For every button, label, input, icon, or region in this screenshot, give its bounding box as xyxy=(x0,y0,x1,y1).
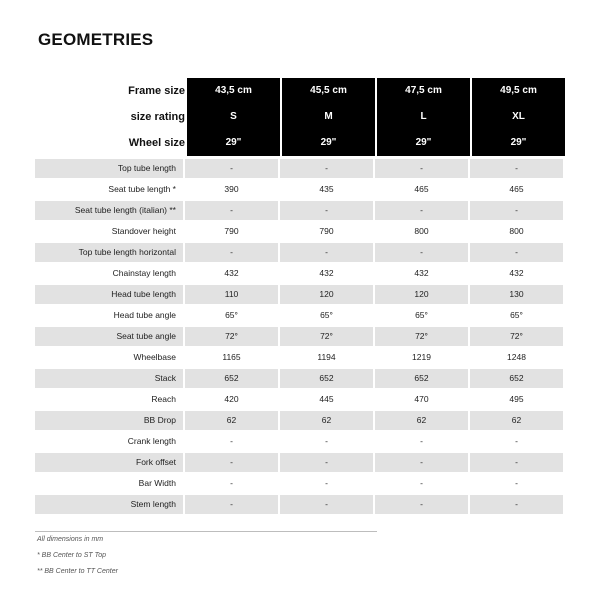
table-cell: - xyxy=(375,201,468,220)
table-cell: 110 xyxy=(185,285,278,304)
header-label: Wheel size xyxy=(128,137,185,149)
table-row xyxy=(35,222,565,241)
table-cell: 495 xyxy=(509,394,524,404)
header-cell: 43,5 cm xyxy=(187,78,280,104)
row-label: Crank length xyxy=(127,436,176,446)
table-cell: 470 xyxy=(414,394,429,404)
footnote-units: All dimensions in mm xyxy=(37,536,104,543)
table-cell: - xyxy=(470,243,563,262)
table-cell: 65° xyxy=(225,310,238,320)
table-cell: - xyxy=(280,453,373,472)
header-label: size rating xyxy=(130,111,185,123)
table-cell: - xyxy=(185,201,278,220)
table-row xyxy=(35,327,565,346)
table-cell: - xyxy=(420,436,423,446)
table-cell: 652 xyxy=(280,369,373,388)
header-cell: 49,5 cm xyxy=(472,78,565,104)
table-cell: 652 xyxy=(185,369,278,388)
table-cell: 72° xyxy=(375,327,468,346)
table-cell: 435 xyxy=(319,184,334,194)
table-row xyxy=(35,201,565,220)
table-cell: 432 xyxy=(224,268,239,278)
row-label: Stack xyxy=(35,369,183,388)
table-row xyxy=(35,495,565,514)
table-cell: - xyxy=(185,495,278,514)
table-cell: 432 xyxy=(319,268,334,278)
table-cell: - xyxy=(325,478,328,488)
table-cell: 465 xyxy=(509,184,524,194)
table-row xyxy=(35,159,565,178)
table-row xyxy=(35,243,565,262)
table-cell: - xyxy=(280,201,373,220)
table-cell: - xyxy=(280,243,373,262)
row-label: Top tube length xyxy=(35,159,183,178)
table-cell: 1165 xyxy=(222,352,241,362)
header-label: Frame size xyxy=(128,85,185,97)
table-cell: - xyxy=(420,478,423,488)
table-cell: 72° xyxy=(470,327,563,346)
table-cell: 72° xyxy=(280,327,373,346)
table-cell: - xyxy=(280,495,373,514)
header-row-wheel-size xyxy=(35,130,565,156)
header-row-size-rating xyxy=(35,104,565,130)
table-row xyxy=(35,306,565,325)
table-cell: - xyxy=(515,436,518,446)
table-row xyxy=(35,264,565,283)
row-label: Seat tube angle xyxy=(35,327,183,346)
table-cell: 1219 xyxy=(412,352,431,362)
table-cell: 62 xyxy=(470,411,563,430)
table-cell: 445 xyxy=(319,394,334,404)
table-cell: - xyxy=(375,243,468,262)
table-cell: 432 xyxy=(509,268,524,278)
header-cell: 29" xyxy=(282,130,375,156)
header-cell: M xyxy=(282,104,375,130)
table-cell: 1248 xyxy=(507,352,526,362)
table-cell: 130 xyxy=(470,285,563,304)
table-cell: 465 xyxy=(414,184,429,194)
row-label: Bar Width xyxy=(138,478,176,488)
table-cell: 65° xyxy=(415,310,428,320)
size-header xyxy=(35,78,565,156)
table-cell: 120 xyxy=(375,285,468,304)
table-cell: 390 xyxy=(224,184,239,194)
table-cell: 62 xyxy=(280,411,373,430)
table-cell: 62 xyxy=(375,411,468,430)
table-cell: - xyxy=(185,159,278,178)
footnote-divider xyxy=(35,531,377,532)
page-title: GEOMETRIES xyxy=(38,30,154,49)
table-row xyxy=(35,453,565,472)
row-label: Reach xyxy=(151,394,176,404)
table-cell: - xyxy=(470,159,563,178)
row-label: Chainstay length xyxy=(112,268,176,278)
row-label: Head tube angle xyxy=(113,310,176,320)
table-cell: - xyxy=(280,159,373,178)
table-row xyxy=(35,411,565,430)
table-cell: 65° xyxy=(510,310,523,320)
table-cell: - xyxy=(375,453,468,472)
header-cell: 47,5 cm xyxy=(377,78,470,104)
row-label: Fork offset xyxy=(35,453,183,472)
table-cell: 72° xyxy=(185,327,278,346)
header-cell: 29" xyxy=(187,130,280,156)
table-cell: - xyxy=(515,478,518,488)
table-row xyxy=(35,474,565,493)
table-cell: - xyxy=(470,453,563,472)
table-cell: 652 xyxy=(470,369,563,388)
header-cell: 45,5 cm xyxy=(282,78,375,104)
table-cell: - xyxy=(185,453,278,472)
footnote-seat-tube-italian: ** BB Center to TT Center xyxy=(37,568,118,575)
table-row xyxy=(35,348,565,367)
table-row xyxy=(35,285,565,304)
table-cell: 120 xyxy=(280,285,373,304)
table-cell: 800 xyxy=(509,226,524,236)
header-cell: 29" xyxy=(377,130,470,156)
row-label: Head tube length xyxy=(35,285,183,304)
table-cell: - xyxy=(375,159,468,178)
header-row-frame-size xyxy=(35,78,565,104)
table-row xyxy=(35,390,565,409)
table-cell: 62 xyxy=(185,411,278,430)
row-label: BB Drop xyxy=(35,411,183,430)
row-label: Seat tube length (italian) ** xyxy=(35,201,183,220)
header-cell: S xyxy=(187,104,280,130)
table-cell: - xyxy=(325,436,328,446)
table-cell: - xyxy=(230,478,233,488)
table-cell: - xyxy=(230,436,233,446)
table-cell: 790 xyxy=(319,226,334,236)
table-cell: 800 xyxy=(414,226,429,236)
table-cell: 65° xyxy=(320,310,333,320)
header-cell: XL xyxy=(472,104,565,130)
table-cell: 790 xyxy=(224,226,239,236)
header-cell: L xyxy=(377,104,470,130)
table-cell: - xyxy=(470,201,563,220)
row-label: Wheelbase xyxy=(133,352,176,362)
row-label: Seat tube length * xyxy=(108,184,176,194)
table-cell: - xyxy=(470,495,563,514)
table-cell: 420 xyxy=(224,394,239,404)
table-row xyxy=(35,432,565,451)
row-label: Standover height xyxy=(111,226,176,236)
table-row xyxy=(35,369,565,388)
header-cell: 29" xyxy=(472,130,565,156)
row-label: Stem length xyxy=(35,495,183,514)
table-cell: 432 xyxy=(414,268,429,278)
row-label: Top tube length horizontal xyxy=(35,243,183,262)
table-cell: 1194 xyxy=(317,352,336,362)
table-cell: - xyxy=(185,243,278,262)
footnote-seat-tube: * BB Center to ST Top xyxy=(37,552,106,559)
table-row xyxy=(35,180,565,199)
table-cell: - xyxy=(375,495,468,514)
table-cell: 652 xyxy=(375,369,468,388)
geometry-table xyxy=(35,159,565,516)
